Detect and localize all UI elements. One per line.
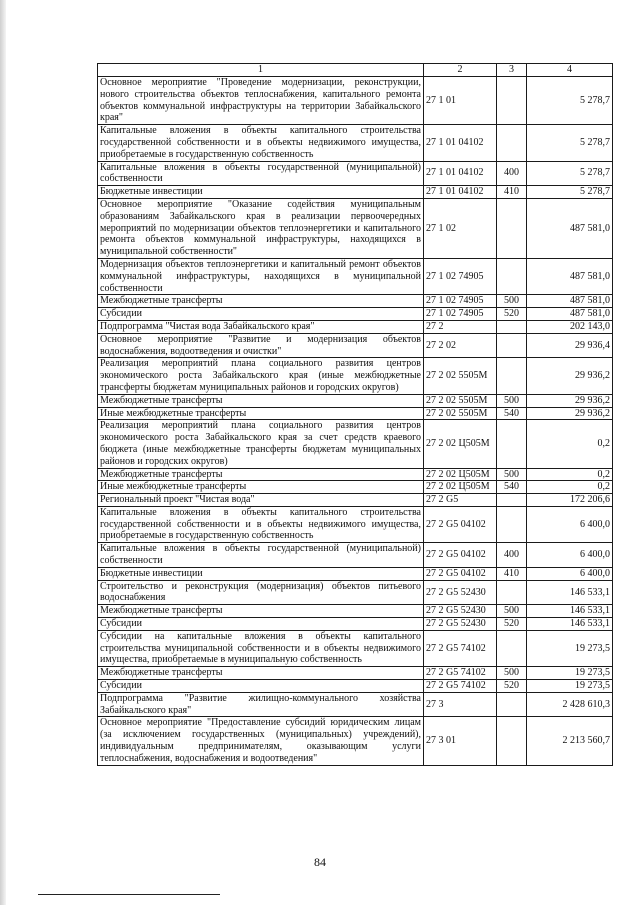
row-amount: 19 273,5: [527, 667, 613, 680]
row-code: 27 2 G5 74102: [424, 630, 497, 666]
row-name: Капитальные вложения в объекты государственной (муниципальной) собственности: [98, 543, 424, 568]
row-code: 27 2 02 5505М: [424, 394, 497, 407]
row-code: 27 2 G5 04102: [424, 567, 497, 580]
row-type: [497, 198, 527, 258]
row-amount: 19 273,5: [527, 630, 613, 666]
row-type: 500: [497, 295, 527, 308]
page-number: 84: [314, 855, 326, 869]
row-code: 27 2 G5 74102: [424, 680, 497, 693]
table-row: [98, 494, 613, 507]
row-name: Межбюджетные трансферты: [98, 468, 424, 481]
row-code: 27 2 02 Ц505М: [424, 468, 497, 481]
row-name: Реализация мероприятий плана социального развития центров экономического роста Забайкальского края за счет средств краевого бюджета (иные межбюджетные трансферты бюджетам муниципальных районов и городских округов): [98, 420, 424, 468]
table-row: [98, 308, 613, 321]
table-row: [98, 333, 613, 358]
row-amount: 2 428 610,3: [527, 692, 613, 717]
row-amount: 5 278,7: [527, 77, 613, 125]
row-code: 27 1 02 74905: [424, 295, 497, 308]
row-name: Строительство и реконструкция (модернизация) объектов питьевого водоснабжения: [98, 580, 424, 605]
row-name: Межбюджетные трансферты: [98, 605, 424, 618]
table-header-row: [98, 64, 613, 77]
row-name: Региональный проект "Чистая вода": [98, 494, 424, 507]
row-name: Субсидии: [98, 618, 424, 631]
table-row: [98, 680, 613, 693]
row-type: [497, 494, 527, 507]
row-amount: 146 533,1: [527, 580, 613, 605]
row-type: [497, 333, 527, 358]
row-type: [497, 320, 527, 333]
row-type: [497, 717, 527, 765]
row-name: Основное мероприятие "Развитие и модернизация объектов водоснабжения, водоотведения и очистки": [98, 333, 424, 358]
row-type: 500: [497, 605, 527, 618]
row-code: 27 1 02 74905: [424, 258, 497, 294]
table-row: [98, 394, 613, 407]
row-amount: 29 936,2: [527, 407, 613, 420]
table-row: [98, 717, 613, 765]
row-amount: 5 278,7: [527, 125, 613, 161]
row-amount: 29 936,2: [527, 394, 613, 407]
table-row: [98, 468, 613, 481]
table-row: [98, 567, 613, 580]
row-type: 500: [497, 667, 527, 680]
row-name: Основное мероприятие "Предоставление субсидий юридическим лицам (за исключением государственных (муниципальных) учреждений), индивидуальным предпринимателям, оказывающим услуги теплоснабжения, водоснабжения и водоотведения": [98, 717, 424, 765]
row-amount: 146 533,1: [527, 605, 613, 618]
row-code: 27 1 01 04102: [424, 125, 497, 161]
table-row: [98, 295, 613, 308]
row-name: Межбюджетные трансферты: [98, 394, 424, 407]
table-row: [98, 358, 613, 394]
table-row: [98, 258, 613, 294]
table-row: [98, 198, 613, 258]
row-code: 27 2 G5 52430: [424, 618, 497, 631]
row-code: 27 1 01 04102: [424, 161, 497, 186]
row-code: 27 1 01 04102: [424, 186, 497, 199]
table-row: [98, 407, 613, 420]
row-amount: 6 400,0: [527, 567, 613, 580]
row-type: 520: [497, 680, 527, 693]
row-name: Межбюджетные трансферты: [98, 667, 424, 680]
row-type: [497, 358, 527, 394]
row-name: Субсидии: [98, 308, 424, 321]
row-amount: 0,2: [527, 481, 613, 494]
row-name: Бюджетные инвестиции: [98, 186, 424, 199]
row-code: 27 2 02 5505М: [424, 358, 497, 394]
row-type: 520: [497, 308, 527, 321]
row-name: Бюджетные инвестиции: [98, 567, 424, 580]
row-type: [497, 125, 527, 161]
budget-table: [97, 63, 613, 766]
row-code: 27 2 G5: [424, 494, 497, 507]
row-amount: 29 936,2: [527, 358, 613, 394]
row-amount: 0,2: [527, 420, 613, 468]
row-name: Капитальные вложения в объекты капитального строительства государственной собственности и в объекты недвижимого имущества, приобретаемые в государственную собственность: [98, 506, 424, 542]
row-code: 27 1 01: [424, 77, 497, 125]
row-type: [497, 77, 527, 125]
row-code: 27 1 02: [424, 198, 497, 258]
row-amount: 6 400,0: [527, 506, 613, 542]
header-col-3: 3: [497, 64, 527, 77]
row-name: Реализация мероприятий плана социального развития центров экономического роста Забайкальского края (иные межбюджетные трансферты бюджетам муниципальных районов и городских округов): [98, 358, 424, 394]
row-amount: 6 400,0: [527, 543, 613, 568]
row-name: Субсидии на капитальные вложения в объекты капитального строительства муниципальной собственности и в объекты недвижимого имущества, приобретаемые в муниципальную собственность: [98, 630, 424, 666]
row-type: [497, 692, 527, 717]
table-row: [98, 605, 613, 618]
table-row: [98, 692, 613, 717]
row-code: 27 2 02 Ц505М: [424, 481, 497, 494]
row-code: 27 2 G5 52430: [424, 580, 497, 605]
row-type: 410: [497, 186, 527, 199]
row-name: Межбюджетные трансферты: [98, 295, 424, 308]
row-amount: 487 581,0: [527, 258, 613, 294]
row-amount: 487 581,0: [527, 198, 613, 258]
row-amount: 0,2: [527, 468, 613, 481]
row-code: 27 2 02 5505М: [424, 407, 497, 420]
table-row: [98, 320, 613, 333]
row-code: 27 2 G5 04102: [424, 506, 497, 542]
row-type: 520: [497, 618, 527, 631]
row-amount: 5 278,7: [527, 161, 613, 186]
row-amount: 5 278,7: [527, 186, 613, 199]
row-type: [497, 420, 527, 468]
row-code: 27 1 02 74905: [424, 308, 497, 321]
row-amount: 146 533,1: [527, 618, 613, 631]
row-amount: 172 206,6: [527, 494, 613, 507]
row-type: [497, 630, 527, 666]
row-code: 27 3 01: [424, 717, 497, 765]
row-amount: 29 936,4: [527, 333, 613, 358]
row-name: Модернизация объектов теплоэнергетики и капитальный ремонт объектов коммунальной инфраструктуры, находящихся в муниципальной собственности: [98, 258, 424, 294]
row-name: Субсидии: [98, 680, 424, 693]
row-code: 27 2 G5 04102: [424, 543, 497, 568]
table-row: [98, 506, 613, 542]
row-name: Основное мероприятие "Проведение модернизации, реконструкции, нового строительства объектов теплоснабжения, капитального ремонта объектов коммунальной инфраструктуры на территории Забайкальского края": [98, 77, 424, 125]
row-type: [497, 258, 527, 294]
header-col-1: 1: [98, 64, 424, 77]
table-row: [98, 186, 613, 199]
scan-page-edge: [0, 0, 6, 905]
row-code: 27 2 02: [424, 333, 497, 358]
table-row: [98, 630, 613, 666]
table-row: [98, 580, 613, 605]
row-code: 27 2: [424, 320, 497, 333]
row-name: Иные межбюджетные трансферты: [98, 407, 424, 420]
row-type: 500: [497, 394, 527, 407]
row-type: [497, 580, 527, 605]
table-row: [98, 77, 613, 125]
footer-rule: [38, 894, 220, 895]
table-body: [98, 77, 613, 766]
row-name: Подпрограмма "Развитие жилищно-коммунального хозяйства Забайкальского края": [98, 692, 424, 717]
row-amount: 202 143,0: [527, 320, 613, 333]
row-type: 500: [497, 468, 527, 481]
row-name: Основное мероприятие "Оказание содействия муниципальным образованиям Забайкальского края в реализации первоочередных мероприятий по модернизации объектов теплоэнергетики и капитального ремонта объектов коммунальной инфраструктуры, находящихся в муниципальной собственности": [98, 198, 424, 258]
table-row: [98, 667, 613, 680]
table-row: [98, 125, 613, 161]
row-amount: 2 213 560,7: [527, 717, 613, 765]
table-row: [98, 420, 613, 468]
table-row: [98, 161, 613, 186]
header-col-4: 4: [527, 64, 613, 77]
header-col-2: 2: [424, 64, 497, 77]
row-code: 27 2 G5 52430: [424, 605, 497, 618]
row-type: [497, 506, 527, 542]
row-name: Иные межбюджетные трансферты: [98, 481, 424, 494]
table-row: [98, 481, 613, 494]
row-type: 400: [497, 161, 527, 186]
row-amount: 487 581,0: [527, 295, 613, 308]
table-row: [98, 618, 613, 631]
row-type: 410: [497, 567, 527, 580]
row-name: Капитальные вложения в объекты капитального строительства государственной собственности и в объекты недвижимого имущества, приобретаемые в государственную собственность: [98, 125, 424, 161]
row-amount: 487 581,0: [527, 308, 613, 321]
row-code: 27 2 02 Ц505М: [424, 420, 497, 468]
row-type: 400: [497, 543, 527, 568]
row-amount: 19 273,5: [527, 680, 613, 693]
row-name: Капитальные вложения в объекты государственной (муниципальной) собственности: [98, 161, 424, 186]
row-code: 27 2 G5 74102: [424, 667, 497, 680]
table-row: [98, 543, 613, 568]
row-name: Подпрограмма "Чистая вода Забайкальского края": [98, 320, 424, 333]
row-code: 27 3: [424, 692, 497, 717]
row-type: 540: [497, 407, 527, 420]
row-type: 540: [497, 481, 527, 494]
